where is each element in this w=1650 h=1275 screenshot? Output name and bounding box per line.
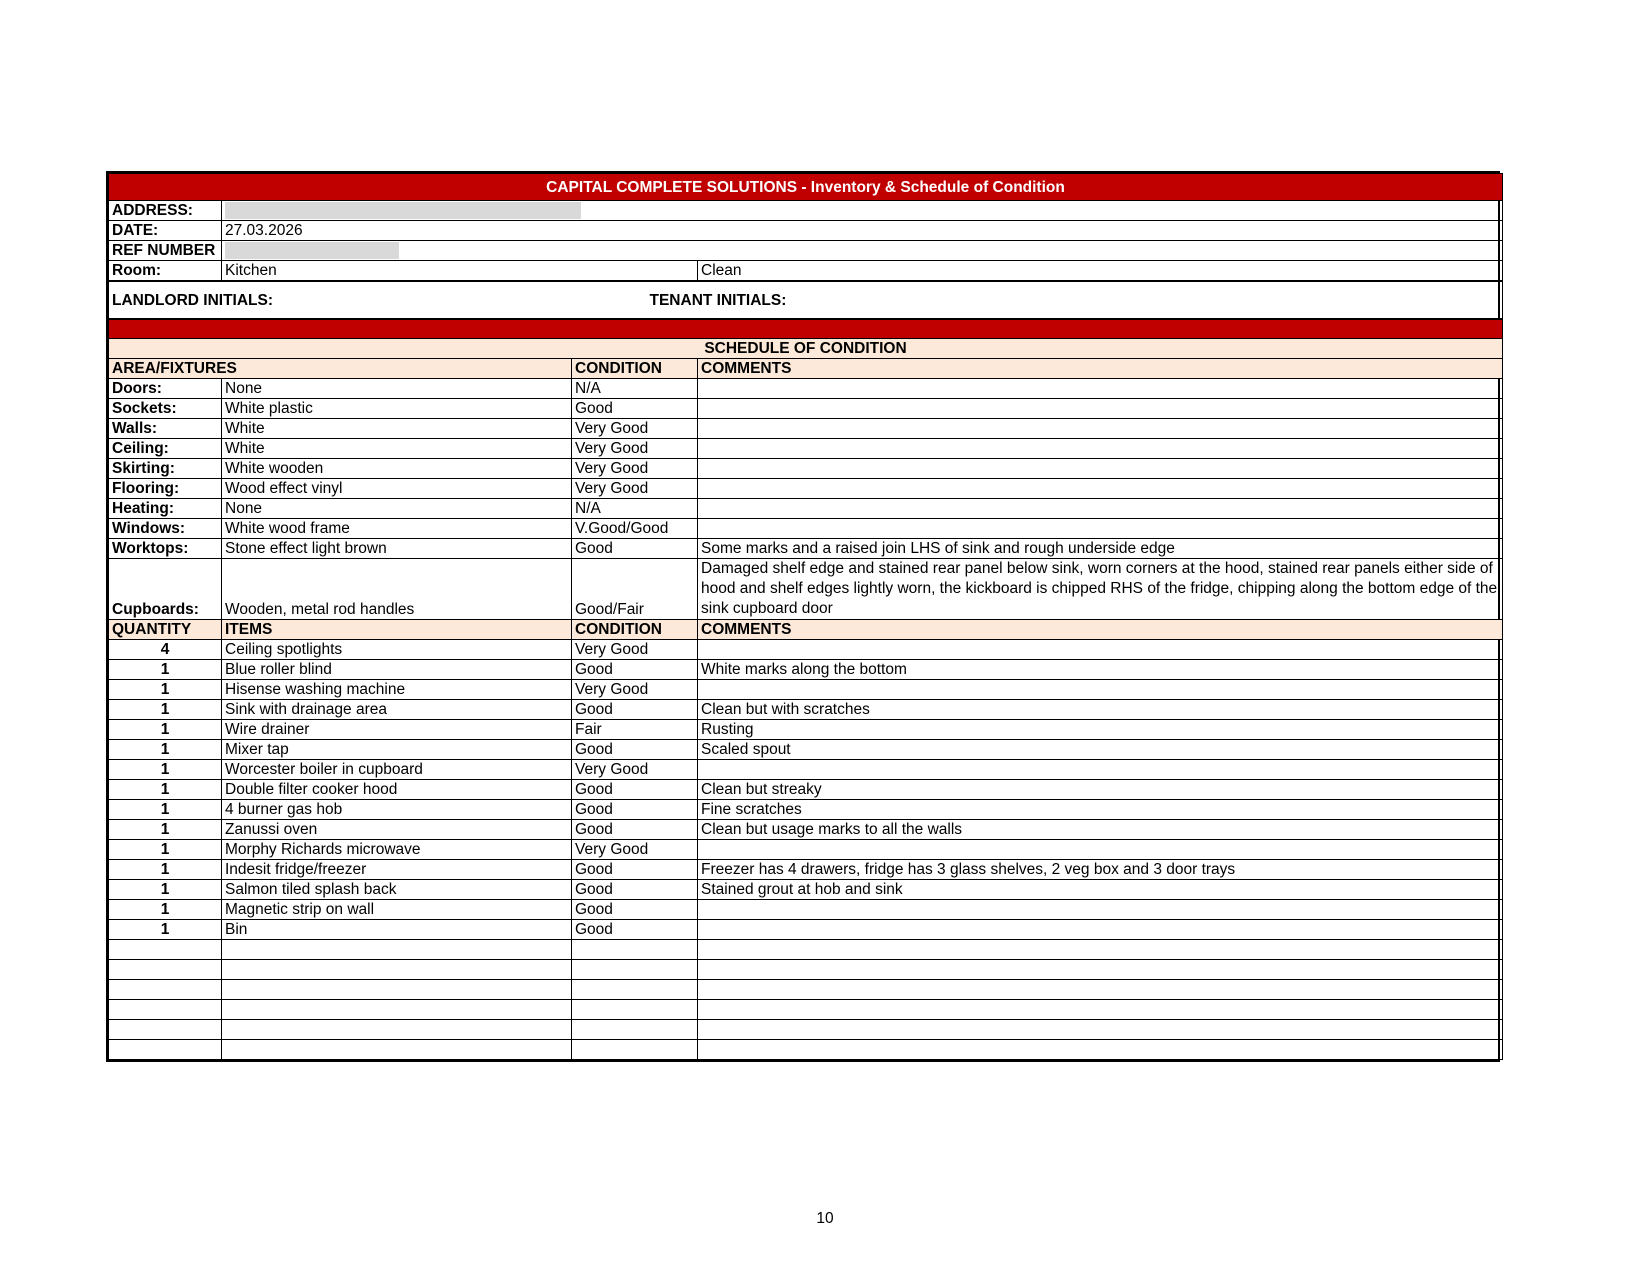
item-quantity: 1 xyxy=(109,700,222,720)
landlord-initials: LANDLORD INITIALS: xyxy=(109,282,647,319)
empty-cell xyxy=(109,980,222,1000)
area-condition: Very Good xyxy=(572,479,698,499)
item-comments: Scaled spout xyxy=(698,740,1503,760)
empty-cell xyxy=(222,940,572,960)
area-description: White wooden xyxy=(222,459,572,479)
item-name: 4 burner gas hob xyxy=(222,800,572,820)
area-condition: N/A xyxy=(572,379,698,399)
item-comments xyxy=(698,920,1503,940)
item-row xyxy=(109,700,1503,720)
area-row xyxy=(109,559,1503,620)
item-name: Mixer tap xyxy=(222,740,572,760)
quantity-header: QUANTITY xyxy=(109,620,222,640)
area-comments xyxy=(698,439,1503,459)
item-name: Hisense washing machine xyxy=(222,680,572,700)
area-row xyxy=(109,399,1503,419)
area-comments xyxy=(698,379,1503,399)
empty-row xyxy=(109,940,1503,960)
empty-cell xyxy=(572,1020,698,1040)
empty-cell xyxy=(109,1040,222,1060)
item-name: Double filter cooker hood xyxy=(222,780,572,800)
area-row xyxy=(109,519,1503,539)
empty-cell xyxy=(109,960,222,980)
item-condition: Good xyxy=(572,740,698,760)
area-comments-header: COMMENTS xyxy=(698,359,1503,379)
empty-row xyxy=(109,960,1503,980)
item-comments: Clean but streaky xyxy=(698,780,1503,800)
empty-cell xyxy=(698,980,1503,1000)
area-label: Windows: xyxy=(109,519,222,539)
area-description: Wood effect vinyl xyxy=(222,479,572,499)
item-quantity: 4 xyxy=(109,640,222,660)
empty-cell xyxy=(572,1040,698,1060)
date-label: DATE: xyxy=(109,221,222,241)
empty-cell xyxy=(222,960,572,980)
item-comments-header: COMMENTS xyxy=(698,620,1503,640)
area-description: None xyxy=(222,499,572,519)
item-name: Ceiling spotlights xyxy=(222,640,572,660)
item-name: Morphy Richards microwave xyxy=(222,840,572,860)
item-name: Magnetic strip on wall xyxy=(222,900,572,920)
item-condition: Good xyxy=(572,860,698,880)
area-condition-header: CONDITION xyxy=(572,359,698,379)
area-comments xyxy=(698,419,1503,439)
items-header: ITEMS xyxy=(222,620,572,640)
area-condition: Very Good xyxy=(572,459,698,479)
item-comments xyxy=(698,900,1503,920)
area-header: AREA/FIXTURES xyxy=(109,359,572,379)
item-condition: Good xyxy=(572,780,698,800)
item-condition: Very Good xyxy=(572,680,698,700)
divider-bar xyxy=(109,320,1503,339)
empty-cell xyxy=(222,1000,572,1020)
empty-rows xyxy=(109,940,1503,1060)
item-comments: Clean but with scratches xyxy=(698,700,1503,720)
item-row xyxy=(109,720,1503,740)
item-rows xyxy=(109,640,1503,940)
item-name: Sink with drainage area xyxy=(222,700,572,720)
item-name: Worcester boiler in cupboard xyxy=(222,760,572,780)
item-name: Blue roller blind xyxy=(222,660,572,680)
item-comments: Rusting xyxy=(698,720,1503,740)
item-quantity: 1 xyxy=(109,900,222,920)
item-comments: White marks along the bottom xyxy=(698,660,1503,680)
empty-cell xyxy=(572,940,698,960)
ref-label: REF NUMBER xyxy=(109,241,222,261)
area-row xyxy=(109,439,1503,459)
address-value xyxy=(222,201,1503,221)
empty-row xyxy=(109,1040,1503,1060)
area-condition: Good xyxy=(572,399,698,419)
empty-cell xyxy=(109,940,222,960)
item-condition: Good xyxy=(572,660,698,680)
item-comments: Freezer has 4 drawers, fridge has 3 glass shelves, 2 veg box and 3 door trays xyxy=(698,860,1503,880)
empty-row xyxy=(109,980,1503,1000)
empty-cell xyxy=(109,1000,222,1020)
area-description: Wooden, metal rod handles xyxy=(222,559,572,620)
area-comments xyxy=(698,399,1503,419)
area-label: Worktops: xyxy=(109,539,222,559)
area-label: Cupboards: xyxy=(109,559,222,620)
area-description: White wood frame xyxy=(222,519,572,539)
empty-cell xyxy=(572,980,698,1000)
date-value: 27.03.2026 xyxy=(222,221,1503,241)
area-comments: Damaged shelf edge and stained rear panel below sink, worn corners at the hood, stained rear panels either side of hood and shelf edges lightly worn, the kickboard is chipped RHS of the fridge, chipping along the bottom edge of the sink cupboard door xyxy=(698,559,1503,620)
item-condition: Good xyxy=(572,880,698,900)
empty-cell xyxy=(109,1020,222,1040)
area-condition: Very Good xyxy=(572,439,698,459)
item-row xyxy=(109,780,1503,800)
area-row xyxy=(109,459,1503,479)
item-comments xyxy=(698,640,1503,660)
tenant-initials: TENANT INITIALS: xyxy=(647,282,1503,319)
item-condition: Fair xyxy=(572,720,698,740)
empty-cell xyxy=(698,1020,1503,1040)
item-row xyxy=(109,860,1503,880)
item-name: Indesit fridge/freezer xyxy=(222,860,572,880)
item-comments: Stained grout at hob and sink xyxy=(698,880,1503,900)
item-quantity: 1 xyxy=(109,800,222,820)
item-row xyxy=(109,880,1503,900)
item-quantity: 1 xyxy=(109,780,222,800)
item-comments xyxy=(698,840,1503,860)
inventory-sheet xyxy=(106,171,1500,1062)
item-quantity: 1 xyxy=(109,680,222,700)
item-quantity: 1 xyxy=(109,760,222,780)
item-row xyxy=(109,820,1503,840)
item-quantity: 1 xyxy=(109,920,222,940)
schedule-table xyxy=(108,319,1503,1060)
schedule-heading: SCHEDULE OF CONDITION xyxy=(109,339,1503,359)
area-comments xyxy=(698,479,1503,499)
empty-cell xyxy=(698,940,1503,960)
item-name: Zanussi oven xyxy=(222,820,572,840)
item-name: Wire drainer xyxy=(222,720,572,740)
area-description: None xyxy=(222,379,572,399)
empty-cell xyxy=(222,980,572,1000)
item-comments xyxy=(698,680,1503,700)
area-label: Sockets: xyxy=(109,399,222,419)
ref-redaction xyxy=(225,242,399,259)
empty-cell xyxy=(698,1040,1503,1060)
item-quantity: 1 xyxy=(109,740,222,760)
empty-cell xyxy=(572,960,698,980)
area-description: White xyxy=(222,439,572,459)
area-label: Walls: xyxy=(109,419,222,439)
item-condition: Good xyxy=(572,800,698,820)
item-condition: Very Good xyxy=(572,640,698,660)
page-number: 10 xyxy=(816,1210,834,1227)
item-condition: Very Good xyxy=(572,760,698,780)
item-condition: Good xyxy=(572,820,698,840)
item-quantity: 1 xyxy=(109,820,222,840)
empty-cell xyxy=(698,1000,1503,1020)
area-row xyxy=(109,479,1503,499)
item-quantity: 1 xyxy=(109,660,222,680)
address-label: ADDRESS: xyxy=(109,201,222,221)
item-row xyxy=(109,800,1503,820)
area-row xyxy=(109,499,1503,519)
area-condition: Good/Fair xyxy=(572,559,698,620)
area-description: White plastic xyxy=(222,399,572,419)
item-comments: Fine scratches xyxy=(698,800,1503,820)
item-quantity: 1 xyxy=(109,880,222,900)
ref-value xyxy=(222,241,1503,261)
area-rows xyxy=(109,379,1503,620)
area-description: Stone effect light brown xyxy=(222,539,572,559)
area-label: Doors: xyxy=(109,379,222,399)
empty-cell xyxy=(572,1000,698,1020)
area-label: Heating: xyxy=(109,499,222,519)
empty-row xyxy=(109,1020,1503,1040)
item-row xyxy=(109,840,1503,860)
area-condition: N/A xyxy=(572,499,698,519)
item-row xyxy=(109,640,1503,660)
document-title: CAPITAL COMPLETE SOLUTIONS - Inventory & Schedule of Condition xyxy=(109,174,1503,201)
item-condition-header: CONDITION xyxy=(572,620,698,640)
area-condition: Very Good xyxy=(572,419,698,439)
item-condition: Good xyxy=(572,920,698,940)
area-comments: Some marks and a raised join LHS of sink and rough underside edge xyxy=(698,539,1503,559)
initials-table xyxy=(108,281,1503,319)
room-status: Clean xyxy=(698,261,1503,281)
empty-row xyxy=(109,1000,1503,1020)
empty-cell xyxy=(222,1040,572,1060)
room-value: Kitchen xyxy=(222,261,698,281)
area-row xyxy=(109,419,1503,439)
empty-cell xyxy=(222,1020,572,1040)
item-quantity: 1 xyxy=(109,840,222,860)
item-row xyxy=(109,740,1503,760)
item-condition: Good xyxy=(572,700,698,720)
area-comments xyxy=(698,499,1503,519)
area-condition: Good xyxy=(572,539,698,559)
item-quantity: 1 xyxy=(109,860,222,880)
empty-cell xyxy=(698,960,1503,980)
room-label: Room: xyxy=(109,261,222,281)
item-row xyxy=(109,660,1503,680)
item-condition: Good xyxy=(572,900,698,920)
area-comments xyxy=(698,459,1503,479)
item-comments: Clean but usage marks to all the walls xyxy=(698,820,1503,840)
area-row xyxy=(109,539,1503,559)
item-condition: Very Good xyxy=(572,840,698,860)
area-label: Flooring: xyxy=(109,479,222,499)
item-row xyxy=(109,900,1503,920)
item-comments xyxy=(698,760,1503,780)
area-description: White xyxy=(222,419,572,439)
item-name: Salmon tiled splash back xyxy=(222,880,572,900)
item-row xyxy=(109,920,1503,940)
item-quantity: 1 xyxy=(109,720,222,740)
area-condition: V.Good/Good xyxy=(572,519,698,539)
area-label: Skirting: xyxy=(109,459,222,479)
area-row xyxy=(109,379,1503,399)
address-redaction xyxy=(225,202,581,219)
item-name: Bin xyxy=(222,920,572,940)
item-row xyxy=(109,680,1503,700)
item-row xyxy=(109,760,1503,780)
area-label: Ceiling: xyxy=(109,439,222,459)
area-comments xyxy=(698,519,1503,539)
header-table xyxy=(108,173,1503,281)
